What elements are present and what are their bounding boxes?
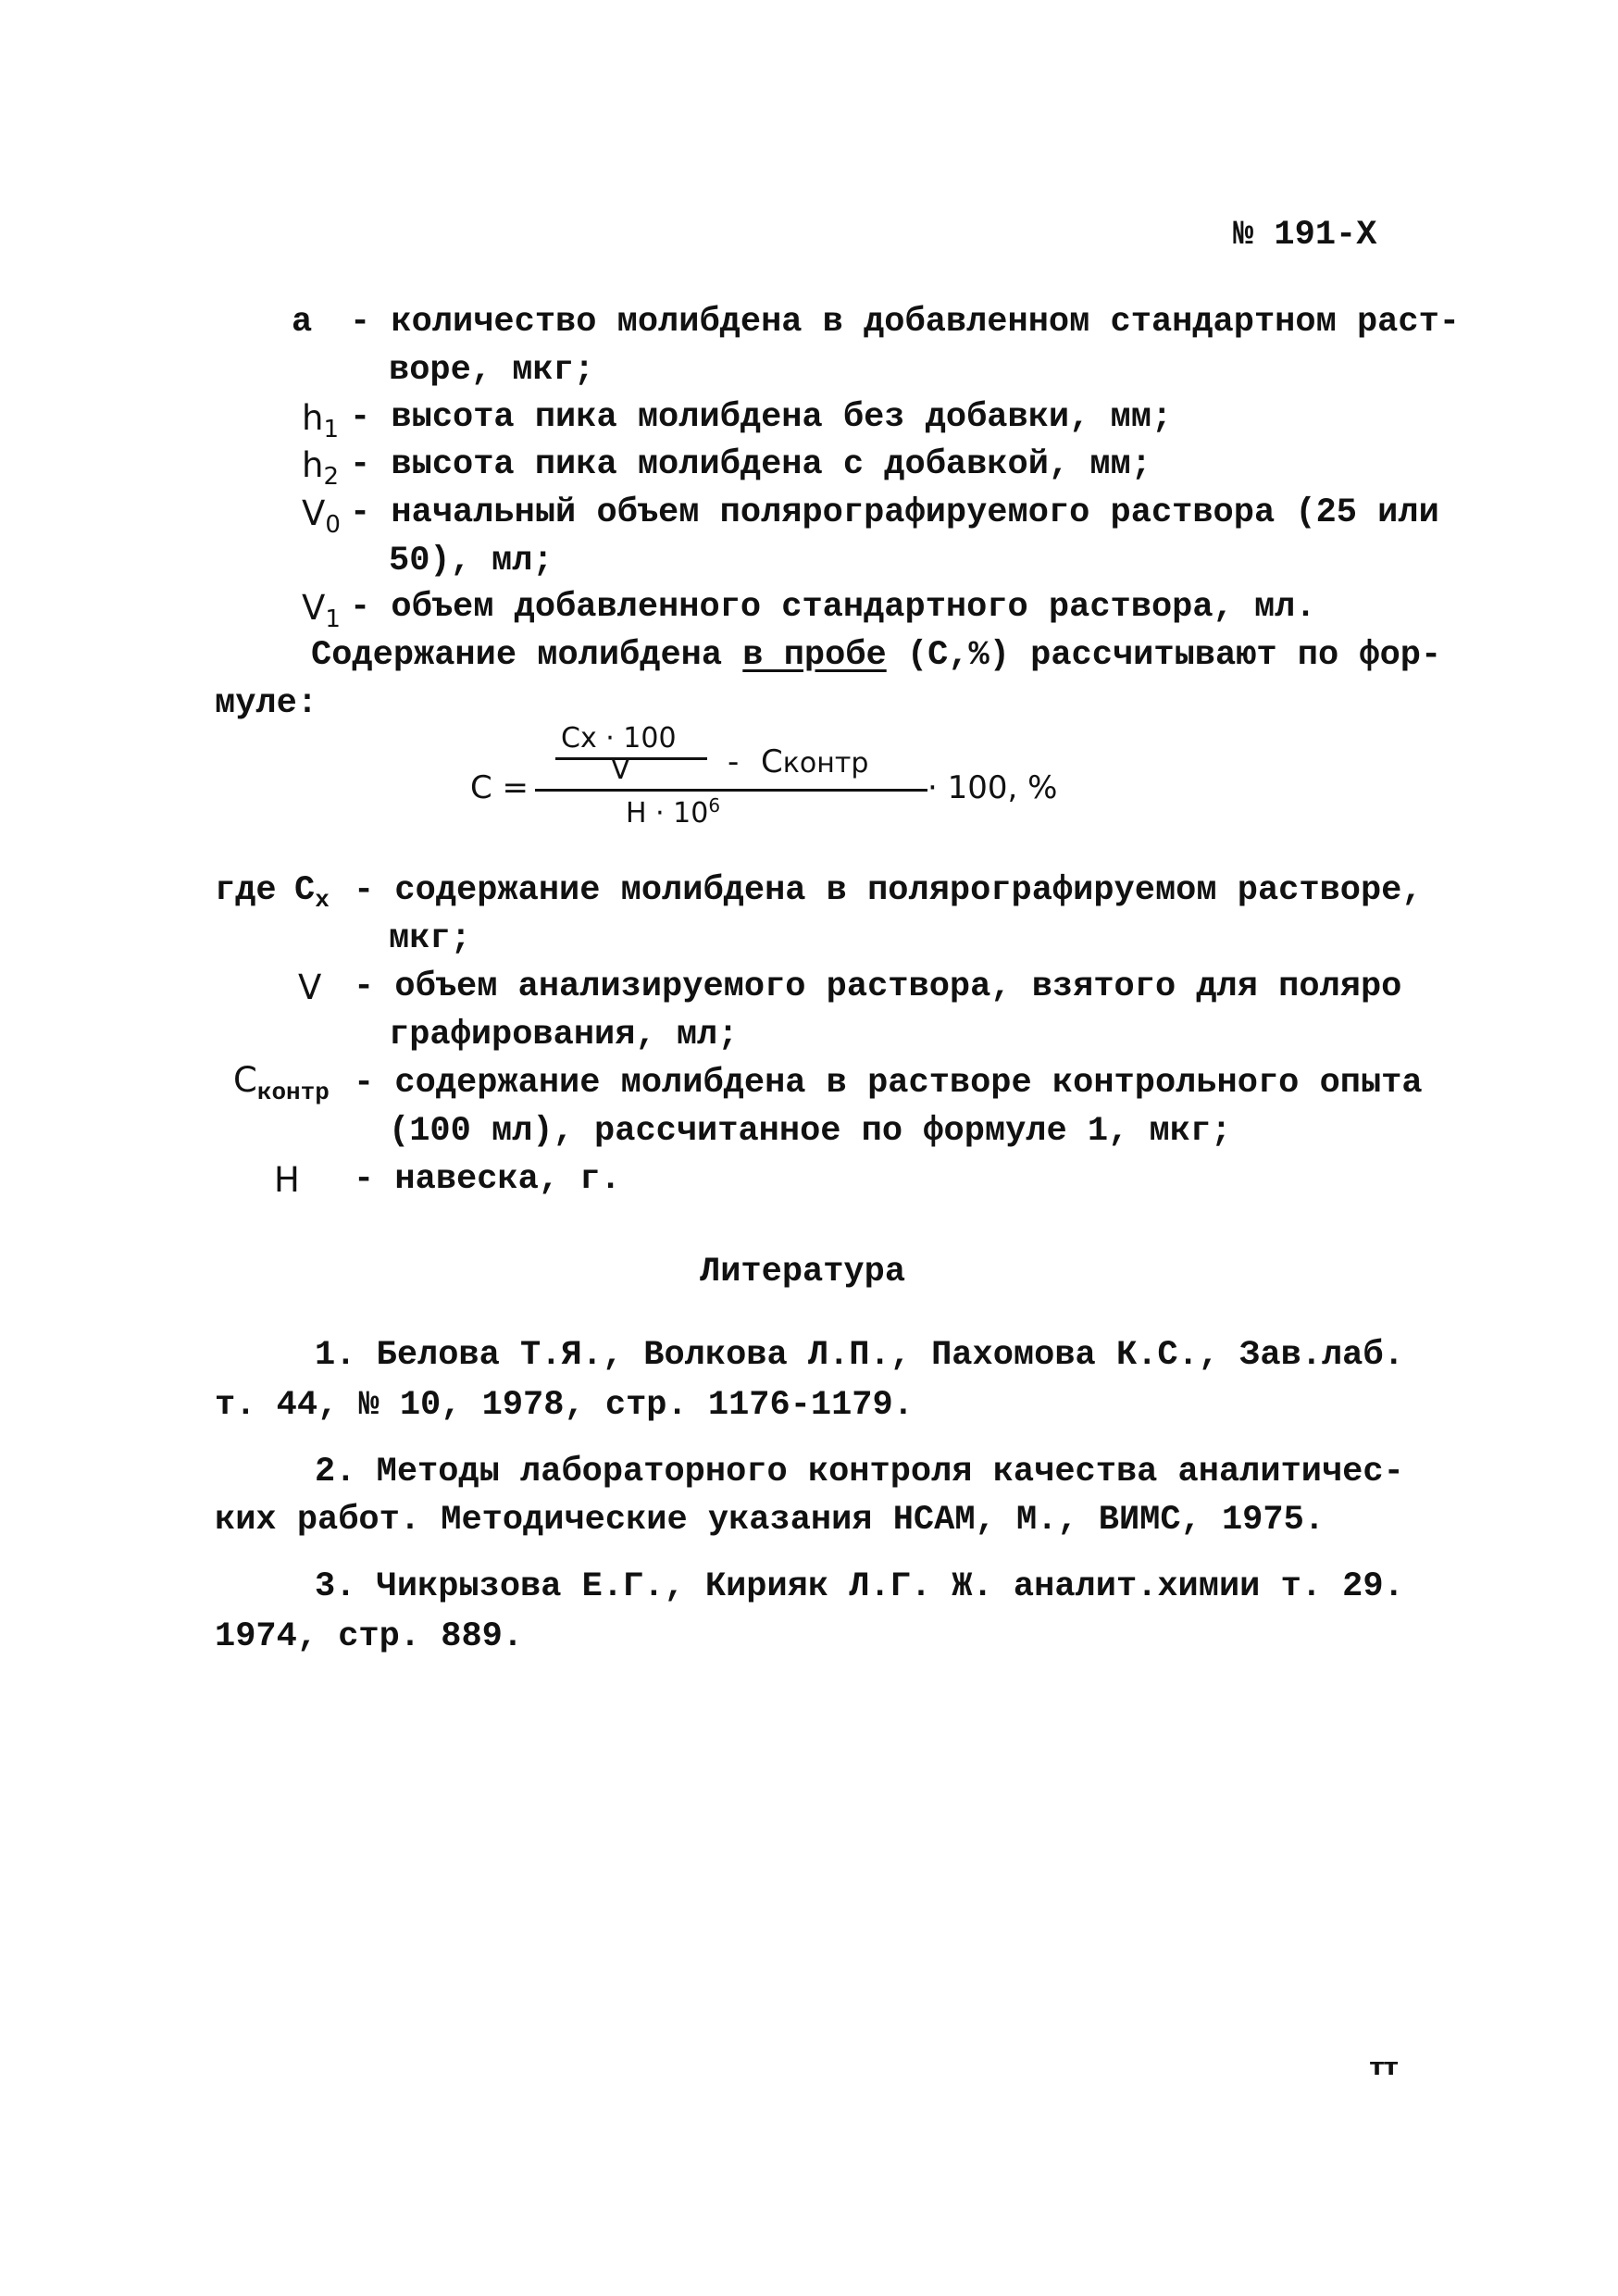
formula-lhs: C =	[470, 769, 529, 806]
reference-3-line2: 1974, стр. 889.	[215, 1617, 524, 1656]
var-a-symbol: a	[292, 303, 313, 342]
var-v0-symbol: $V_0$	[302, 493, 341, 539]
underlined-phrase: в пробе	[742, 636, 887, 675]
formula-c-control: Cконтр	[761, 743, 869, 780]
reference-3-line1: 3. Чикрызова Е.Г., Кирияк Л.Г. Ж. аналит.химии т. 29.	[315, 1567, 1404, 1606]
reference-1-line2: т. 44, № 10, 1978, стр. 1176-1179.	[215, 1386, 914, 1425]
where-v-desc-line2: графирования, мл;	[389, 1016, 739, 1054]
where-cx-symbol: $C_х$	[294, 871, 330, 914]
var-a-desc-line2: воре, мкг;	[389, 351, 595, 390]
literature-heading: Литература	[700, 1253, 906, 1292]
where-h-desc: - навеска, г.	[354, 1160, 621, 1199]
var-v1-symbol: $V_1$	[302, 588, 341, 633]
var-h2-symbol: $h_2$	[302, 445, 339, 491]
reference-2-line2: ких работ. Методические указания НСАМ, М., ВИМС, 1975.	[215, 1501, 1325, 1540]
var-v1-desc: - объем добавленного стандартного раствора, мл.	[350, 588, 1316, 627]
content-paragraph-line2: муле:	[215, 684, 318, 723]
where-v-desc-line1: - объем анализируемого раствора, взятого для поляро	[354, 967, 1402, 1006]
document-number: № 191-Х	[1233, 216, 1377, 255]
reference-2-line1: 2. Методы лабораторного контроля качества аналитичес-	[315, 1453, 1404, 1491]
where-ccontr-desc-line1: - содержание молибдена в растворе контрольного опыта	[354, 1064, 1423, 1103]
var-h2-desc: - высота пика молибдена с добавкой, мм;	[350, 445, 1151, 484]
page-number: тт	[1370, 2053, 1399, 2081]
var-v0-desc-line2: 50), мл;	[389, 542, 554, 580]
formula-minus: -	[728, 743, 740, 780]
var-h1-symbol: $h_1$	[302, 398, 339, 443]
var-a-desc-line1: - количество молибдена в добавленном стандартном раст-	[350, 303, 1460, 342]
var-v0-desc-line1: - начальный объем полярографируемого раствора (25 или	[350, 493, 1439, 532]
formula-tail: · 100, %	[927, 769, 1058, 806]
where-cx-desc-line2: мкг;	[389, 919, 471, 958]
where-cx-desc-line1: - содержание молибдена в полярографируемом растворе,	[354, 871, 1423, 910]
where-v-symbol: V	[298, 967, 322, 1007]
reference-1-line1: 1. Белова Т.Я., Волкова Л.П., Пахомова К.С., Зав.лаб.	[315, 1336, 1404, 1375]
where-ccontr-desc-line2: (100 мл), рассчитанное по формуле 1, мкг;	[389, 1112, 1232, 1151]
formula-inner-denominator: V	[611, 754, 630, 786]
formula-main-fraction-bar	[535, 789, 927, 792]
where-label: где	[215, 871, 277, 910]
formula-inner-fraction-bar	[555, 757, 707, 760]
content-paragraph-line1: Содержание молибдена в пробе (С,%) рассчитывают по фор-	[311, 636, 1442, 675]
var-h1-desc: - высота пика молибдена без добавки, мм;	[350, 398, 1173, 437]
where-h-symbol: H	[274, 1160, 300, 1200]
where-ccontr-symbol: $C_{контр}$	[233, 1060, 330, 1106]
formula-denominator: $H \cdot 10^6$	[626, 794, 721, 830]
formula-inner-numerator: Cx · 100	[561, 722, 677, 755]
